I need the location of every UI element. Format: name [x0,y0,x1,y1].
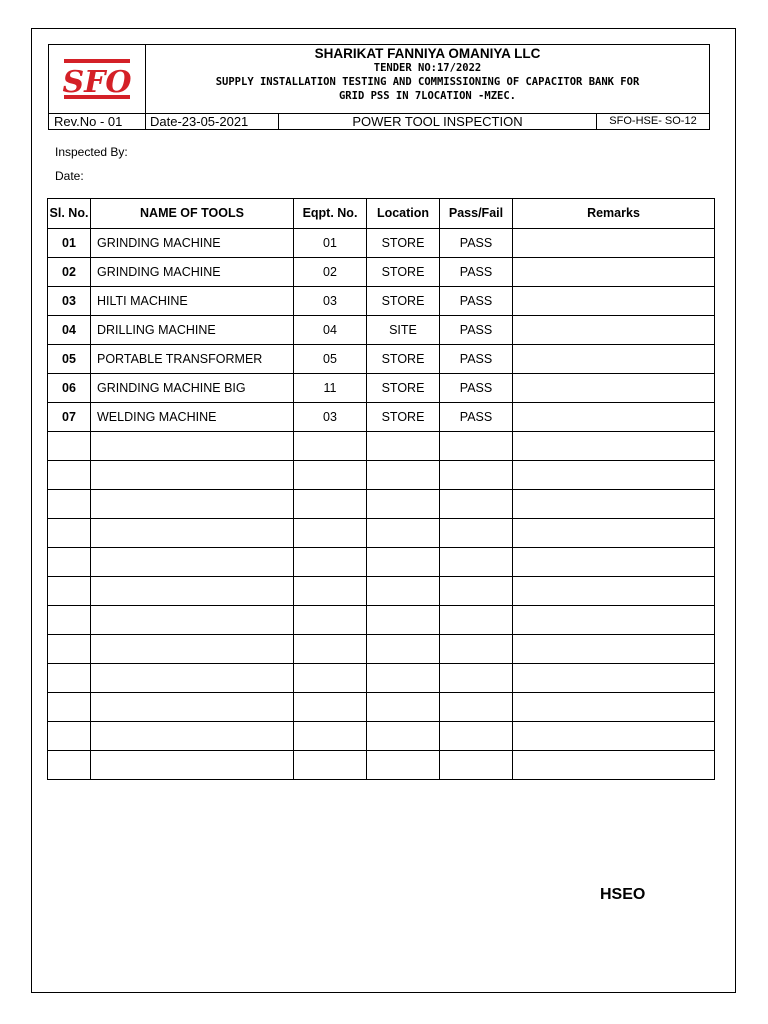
svg-text:SFO: SFO [62,65,132,100]
cell-passfail: PASS [440,374,513,403]
cell-location [367,635,440,664]
cell-remarks [513,316,715,345]
cell-sl: 07 [48,403,91,432]
table-row [48,403,715,432]
column-header-passfail: Pass/Fail [440,199,513,229]
cell-location [367,432,440,461]
cell-passfail: PASS [440,287,513,316]
table-row [48,722,715,751]
company-name: SHARIKAT FANNIYA OMANIYA LLC [314,46,541,61]
cell-name [91,635,294,664]
cell-location: STORE [367,374,440,403]
cell-name [91,693,294,722]
cell-passfail [440,635,513,664]
table-row [48,548,715,577]
table-header-row [48,199,715,229]
cell-location: STORE [367,345,440,374]
cell-remarks [513,432,715,461]
document-info-row [49,113,709,130]
cell-location: STORE [367,287,440,316]
cell-remarks [513,693,715,722]
cell-eqpt: 04 [294,316,367,345]
cell-name: GRINDING MACHINE [91,229,294,258]
cell-remarks [513,577,715,606]
table-row [48,461,715,490]
column-header-name: NAME OF TOOLS [91,199,294,229]
cell-passfail [440,490,513,519]
cell-sl: 03 [48,287,91,316]
cell-remarks [513,722,715,751]
cell-eqpt: 03 [294,287,367,316]
cell-eqpt: 03 [294,403,367,432]
cell-remarks [513,374,715,403]
cell-location [367,548,440,577]
cell-remarks [513,606,715,635]
cell-name [91,461,294,490]
cell-name: GRINDING MACHINE BIG [91,374,294,403]
cell-name [91,519,294,548]
cell-location [367,461,440,490]
cell-sl [48,461,91,490]
table-row [48,316,715,345]
cell-eqpt [294,577,367,606]
cell-remarks [513,548,715,577]
cell-name [91,722,294,751]
cell-location: STORE [367,258,440,287]
cell-eqpt [294,461,367,490]
cell-passfail [440,751,513,780]
power-tool-table [47,198,715,780]
column-header-location: Location [367,199,440,229]
cell-passfail: PASS [440,258,513,287]
cell-passfail [440,432,513,461]
cell-sl: 05 [48,345,91,374]
header-title-block [146,45,709,113]
table-row [48,693,715,722]
cell-passfail [440,519,513,548]
cell-sl: 02 [48,258,91,287]
table-row [48,345,715,374]
cell-remarks [513,664,715,693]
cell-remarks [513,403,715,432]
cell-eqpt: 05 [294,345,367,374]
table-row [48,258,715,287]
cell-sl [48,519,91,548]
cell-location [367,577,440,606]
cell-passfail: PASS [440,345,513,374]
column-header-remarks: Remarks [513,199,715,229]
cell-eqpt [294,635,367,664]
cell-passfail [440,577,513,606]
cell-passfail [440,548,513,577]
cell-sl: 04 [48,316,91,345]
cell-location [367,722,440,751]
cell-location: STORE [367,229,440,258]
table-row [48,519,715,548]
document-header [48,44,710,130]
table-row [48,606,715,635]
cell-name [91,548,294,577]
column-header-eqpt: Eqpt. No. [294,199,367,229]
cell-name [91,577,294,606]
cell-remarks [513,519,715,548]
cell-remarks [513,751,715,780]
cell-location: STORE [367,403,440,432]
cell-name [91,490,294,519]
cell-passfail [440,693,513,722]
cell-sl [48,751,91,780]
revision-number: Rev.No - 01 [49,114,146,130]
cell-location [367,606,440,635]
cell-name [91,664,294,693]
project-title-line2: GRID PSS IN 7LOCATION -MZEC. [338,90,516,102]
cell-location [367,693,440,722]
cell-remarks [513,258,715,287]
tender-number: TENDER NO:17/2022 [373,62,482,74]
document-code: SFO-HSE- SO-12 [609,115,697,127]
cell-sl [48,722,91,751]
cell-passfail [440,606,513,635]
cell-location [367,519,440,548]
cell-passfail: PASS [440,403,513,432]
cell-sl [48,577,91,606]
cell-remarks [513,345,715,374]
table-row [48,577,715,606]
table-row [48,374,715,403]
hseo-signature-label: HSEO [600,886,646,903]
cell-passfail [440,461,513,490]
cell-sl [48,432,91,461]
column-header-sl: Sl. No. [48,199,91,229]
cell-name: GRINDING MACHINE [91,258,294,287]
sfo-logo-icon [62,57,132,101]
document-date: Date-23-05-2021 [146,114,279,130]
cell-eqpt [294,519,367,548]
cell-remarks [513,229,715,258]
inspected-by-label: Inspected By: [55,145,128,159]
cell-name: PORTABLE TRANSFORMER [91,345,294,374]
table-row [48,287,715,316]
inspection-date-label: Date: [55,169,84,183]
cell-name: DRILLING MACHINE [91,316,294,345]
cell-eqpt: 02 [294,258,367,287]
cell-passfail [440,664,513,693]
cell-name [91,432,294,461]
cell-eqpt: 01 [294,229,367,258]
table-row [48,432,715,461]
document-title: POWER TOOL INSPECTION [279,114,597,130]
cell-sl [48,548,91,577]
cell-location [367,490,440,519]
cell-name: HILTI MACHINE [91,287,294,316]
cell-sl: 06 [48,374,91,403]
cell-eqpt [294,751,367,780]
cell-passfail: PASS [440,229,513,258]
cell-sl [48,693,91,722]
cell-eqpt [294,548,367,577]
cell-eqpt [294,693,367,722]
cell-location [367,664,440,693]
cell-location [367,751,440,780]
table-row [48,751,715,780]
cell-remarks [513,461,715,490]
cell-eqpt [294,722,367,751]
company-logo [49,45,146,113]
table-row [48,635,715,664]
cell-sl: 01 [48,229,91,258]
cell-eqpt: 11 [294,374,367,403]
cell-sl [48,606,91,635]
cell-sl [48,664,91,693]
cell-eqpt [294,490,367,519]
cell-name: WELDING MACHINE [91,403,294,432]
cell-location: SITE [367,316,440,345]
project-title-line1: SUPPLY INSTALLATION TESTING AND COMMISSIONING OF CAPACITOR BANK FOR [215,76,640,88]
cell-sl [48,490,91,519]
table-row [48,229,715,258]
cell-remarks [513,287,715,316]
cell-remarks [513,490,715,519]
table-row [48,490,715,519]
cell-sl [48,635,91,664]
cell-eqpt [294,432,367,461]
cell-name [91,751,294,780]
table-row [48,664,715,693]
cell-passfail [440,722,513,751]
cell-passfail: PASS [440,316,513,345]
cell-eqpt [294,664,367,693]
cell-remarks [513,635,715,664]
cell-eqpt [294,606,367,635]
cell-name [91,606,294,635]
